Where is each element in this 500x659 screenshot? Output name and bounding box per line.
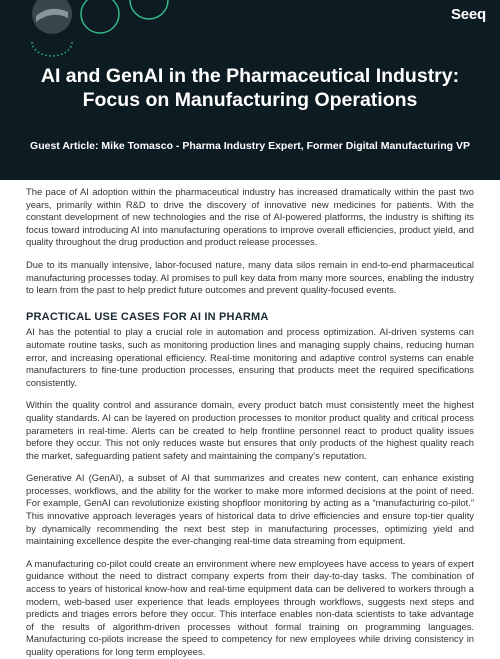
- decorative-half-circle: [130, 0, 168, 19]
- article-body: [0, 186, 500, 659]
- section-heading: PRACTICAL USE CASES FOR AI IN PHARMA: [26, 310, 269, 323]
- title-line-2: Focus on Manufacturing Operations: [82, 89, 418, 111]
- section-paragraph-2: Within the quality control and assurance domain, every product batch must consistently meet the highest quality standards. AI can be layered on production processes to monitor product quality and critical process parameters in real-time. Alerts can be created to help frontline personnel react to product quality issues before they occur. This not only reduces waste but ensures that only products of the highest quality reach the market, safeguarding patient safety and maintaining the company’s reputation.: [26, 399, 474, 461]
- section-paragraph-3: Generative AI (GenAI), a subset of AI that summarizes and creates new content, can enhance existing processes, workflows, and the ability for the worker to make more informed decisions at the point of need. For example, GenAI can revolutionize existing shopfloor monitoring by acting as a “manufacturing co-pilot.” This innovative approach leverages years of historical data to drive efficiencies and ensure top-tier quality by dynamically recommending the next best step in manufacturing processes, optimizing yield and maintaining excellence despite the ever-changing real-time data streaming from equipment.: [26, 472, 474, 547]
- section-paragraph-1: AI has the potential to play a crucial role in automation and process optimization. AI-driven systems can automate routine tasks, such as monitoring production lines and managing supply chains, reducing human error, and increasing operational efficiency. Real-time monitoring and adaptive control systems can enable manufacturers to fine-tune production processes, ensuring that products meet the required specifications consistently.: [26, 326, 474, 388]
- intro-paragraph-1: The pace of AI adoption within the pharmaceutical industry has increased dramatically within the past two years, primarily within R&D to drive the discovery of innovative new medicines for patients. With the constant development of new technologies and the rise of AI-powered platforms, the industry is shifting its focus toward introducing AI into manufacturing operations to improve overall efficiencies, product yield, and quality throughout the drug production and product release processes.: [26, 186, 474, 248]
- section-paragraph-4: A manufacturing co-pilot could create an environment where new employees have access to years of expert guidance without the need to distract company experts from their day-to-day tasks. The combination of access to years of historical know-how and real-time equipment data can be delivered to workers through a modern, web-based user experience that leads employees through workflows, suggests next steps and predicts and triages errors before they occur. This interface enables non-data scientists to take advantage of the results of algorithm-driven processes without formal training on programming languages. Manufacturing co-pilots increase the speed to competency for new employees while driving consistency in quality operations for long term employees.: [26, 557, 474, 657]
- decorative-shapes: [0, 0, 170, 60]
- header-banner: [0, 0, 500, 180]
- seeq-logo[interactable]: Seeq: [450, 6, 486, 23]
- title-line-1: AI and GenAI in the Pharmaceutical Industry:: [40, 65, 460, 87]
- decorative-dotted-arc: [32, 42, 72, 56]
- page-title: [0, 64, 500, 112]
- intro-paragraph-2: Due to its manually intensive, labor-focused nature, many data silos remain in end-to-end pharmaceutical manufacturing processes today. AI promises to pull key data from many more sources, enabling the industry to learn from the past to help predict future outcomes and prevent quality-focused events.: [26, 258, 474, 296]
- article-byline: Guest Article: Mike Tomasco - Pharma Industry Expert, Former Digital Manufacturing VP: [30, 140, 470, 152]
- decorative-ring: [81, 0, 119, 33]
